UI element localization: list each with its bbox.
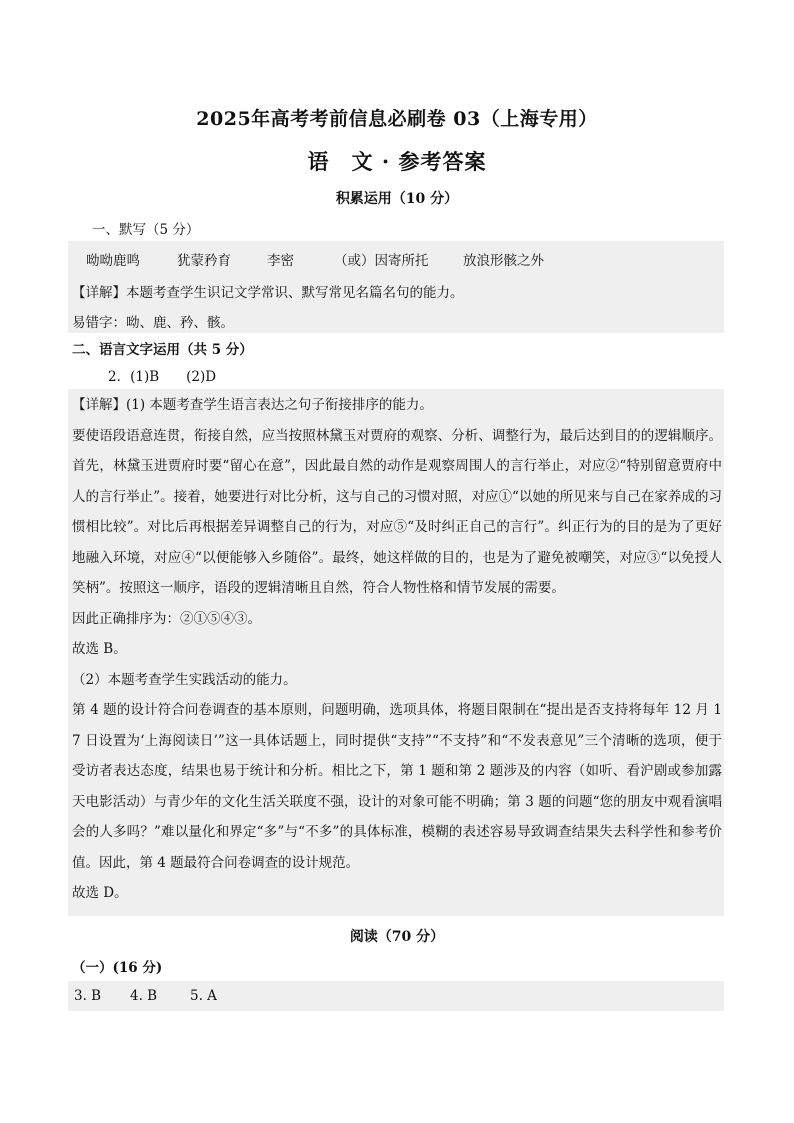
section-heading-accumulate: 积累运用（10 分）	[335, 191, 459, 207]
detail-choice-2: 故选 D。	[72, 885, 128, 901]
detail-choice-1: 故选 B。	[72, 641, 127, 657]
q2-label: 二、语言文字运用（共 5 分）	[72, 342, 253, 358]
detail-intro: 【详解】(1) 本题考查学生语言表达之句子衔接排序的能力。	[72, 397, 433, 413]
reading-answer-4: 4. B	[130, 988, 158, 1004]
q1-answer-4: （或）因寄所托	[334, 253, 429, 269]
q1-answer-1: 呦呦鹿鸣	[86, 253, 140, 269]
reading-answer-block	[68, 981, 724, 1011]
reading-answer-3: 3. B	[74, 988, 102, 1004]
reading-part-1-label: （一）(16 分)	[72, 960, 163, 976]
q1-label: 一、默写（5 分）	[92, 222, 200, 238]
q2-answers: 2．(1)B (2)D	[108, 369, 217, 385]
exam-subtitle	[0, 146, 794, 176]
detail-order: 因此正确排序为：②①⑤④③。	[72, 610, 261, 627]
detail-intro-2: （2）本题考查学生实践活动的能力。	[72, 671, 297, 688]
detail-analysis-2: 第 4 题的设计符合问卷调查的基本原则，问题明确，选项具体，将题目限制在“提出是否支持将每年 12 月 17 日设置为‘上海阅读日’”这一具体话题上，同时提供“支持”“不支持”和“不发表意见”三个清晰的选项，便于受访者表达态度，结果也易于统计和分析。相比之下，第 1 题和第 2 题涉及的内容（如听、看沪剧或参加露天电影活动）与青少年的文化生活关联度不强，设计的对象可能不明确；第 3 题的问题“您的朋友中观看演唱会的人多吗？”难以量化和界定“多”与“不多”的具体标准，模糊的表述容易导致调查结果失去科学性和参考价值。因此，第 4 题最符合问卷调查的设计规范。	[72, 702, 722, 871]
reading-answer-5: 5. A	[190, 988, 217, 1004]
q1-error-chars: 易错字：呦、鹿、矜、骸。	[72, 315, 234, 331]
subtitle-part-2: 文 · 参考答案	[351, 149, 487, 174]
q1-detail: 【详解】本题考查学生识记文学常识、默写常见名篇名句的能力。	[72, 285, 464, 301]
q2-detail-paragraphs	[72, 390, 722, 909]
q1-answer-3: 李密	[267, 253, 294, 269]
q1-answer-2: 犹蒙矜育	[177, 253, 231, 269]
subtitle-part-1: 语	[307, 149, 330, 174]
exam-title: 2025年高考考前信息必刷卷 03（上海专用）	[196, 108, 598, 130]
section-heading-reading: 阅读（70 分）	[349, 929, 445, 945]
detail-analysis-1: 要使语段语意连贯，衔接自然，应当按照林黛玉对贾府的观察、分析、调整行为，最后达到目的的逻辑顺序。首先，林黛玉进贾府时要“留心在意”，因此最自然的动作是观察周围人的言行举止，对应②“特别留意贾府中人的言行举止”。接着，她要进行对比分析，这与自己的习惯对照，对应①“以她的所见来与自己在家养成的习惯相比较”。对比后再根据差异调整自己的行为，对应⑤“及时纠正自己的言行”。纠正行为的目的是为了更好地融入环境，对应④“以便能够入乡随俗”。最终，她这样做的目的，也是为了避免被嘲笑，对应③“以免授人笑柄”。按照这一顺序，语段的逻辑清晰且自然，符合人物性格和情节发展的需要。	[72, 427, 722, 596]
q1-answer-5: 放浪形骸之外	[463, 253, 544, 269]
